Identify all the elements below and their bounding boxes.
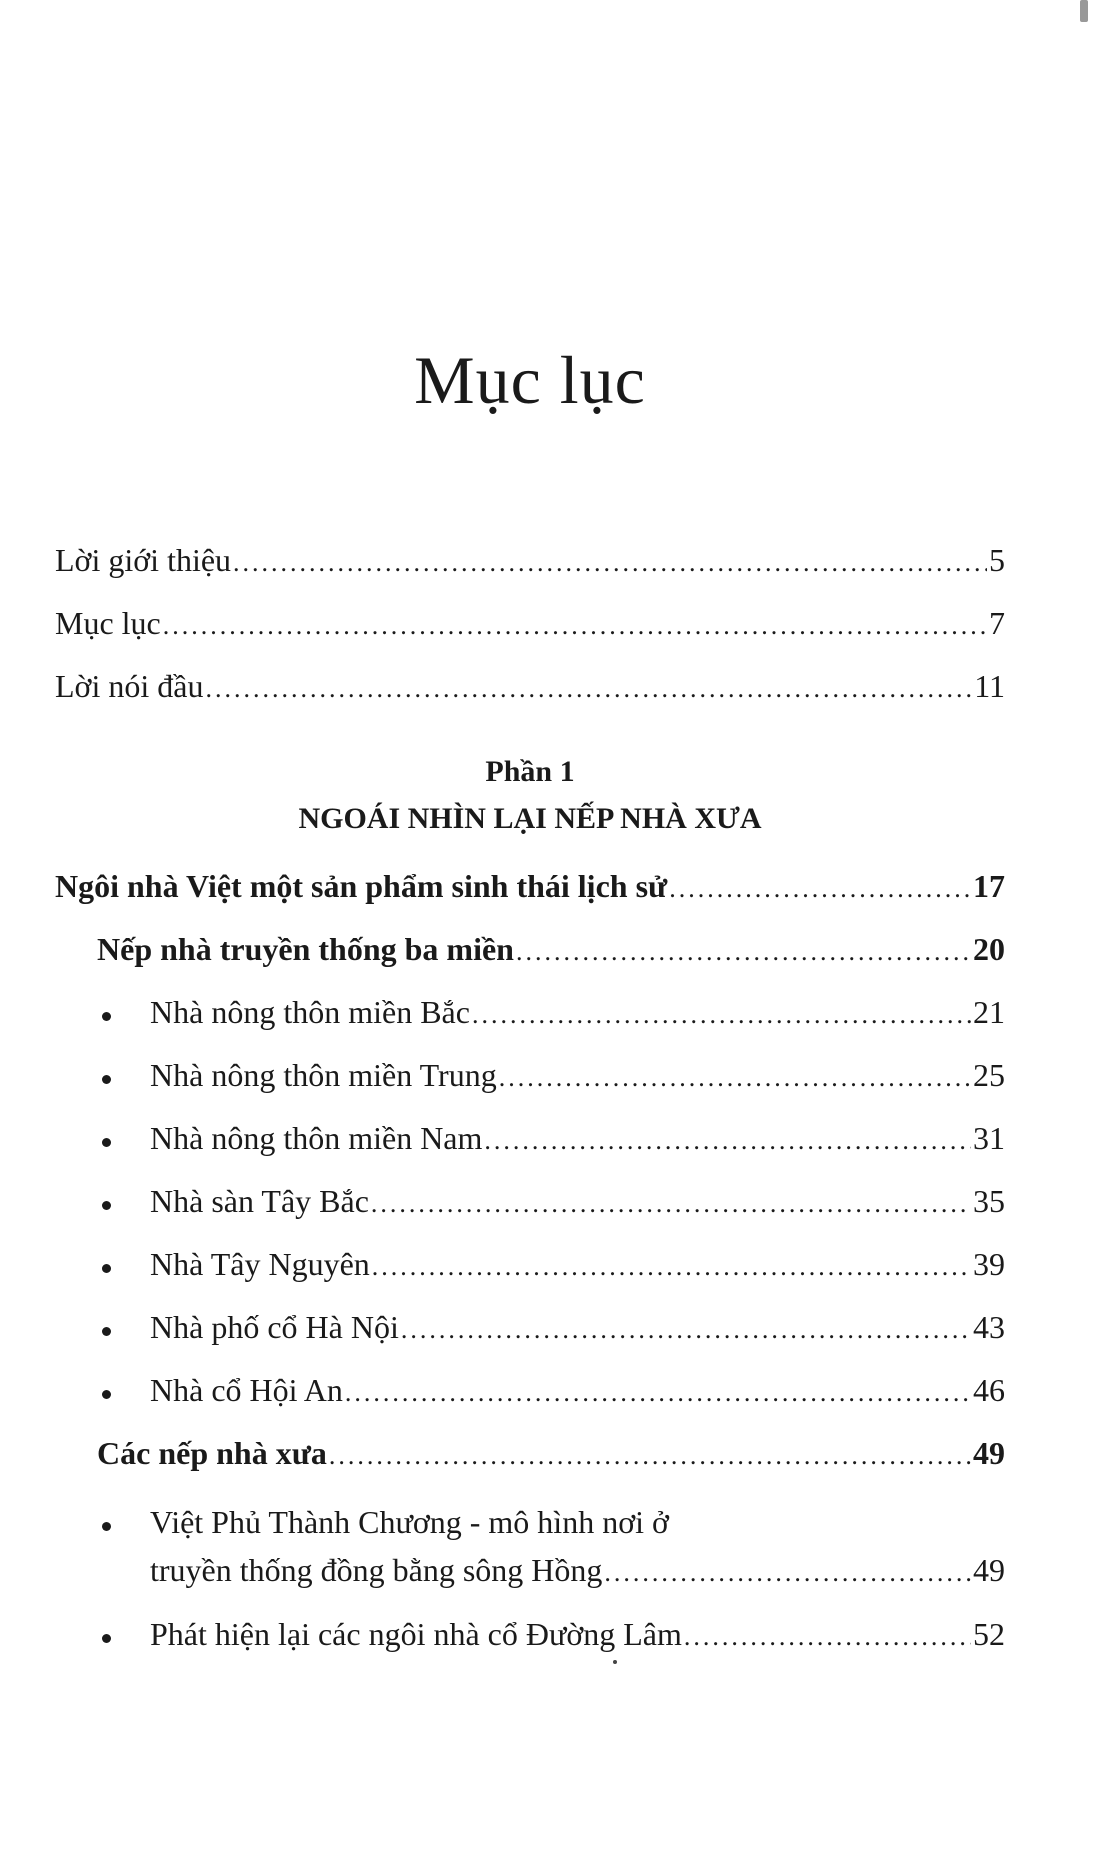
toc-page-number: 25 (973, 1057, 1005, 1093)
toc-entry-label: Lời nói đầu (55, 668, 204, 704)
toc-entry-label: Mục lục (55, 605, 161, 641)
dot-leader (345, 1373, 971, 1413)
part-title: NGOÁI NHÌN LẠI NẾP NHÀ XƯA (298, 802, 762, 835)
toc-page-number: 21 (973, 994, 1005, 1030)
dot-leader (669, 869, 971, 909)
toc-page-number: 46 (973, 1372, 1005, 1408)
toc-chapter[interactable] (55, 866, 1005, 909)
toc-subentry-line1[interactable]: Việt Phủ Thành Chương - mô hình nơi ở (150, 1504, 669, 1540)
toc-entry[interactable] (55, 666, 1005, 709)
bullet-icon (102, 1390, 111, 1399)
toc-section[interactable] (97, 1433, 1005, 1476)
toc-page-number: 49 (973, 1552, 1005, 1588)
toc-page-number: 43 (973, 1309, 1005, 1345)
dot-leader (205, 669, 972, 709)
bullet-icon (102, 1327, 111, 1336)
toc-entry-label: Nhà Tây Nguyên (150, 1246, 370, 1282)
dot-leader (329, 1436, 971, 1476)
toc-subentry[interactable] (150, 1244, 1005, 1287)
toc-entry-label: Nhà cổ Hội An (150, 1372, 343, 1408)
toc-entry[interactable] (55, 603, 1005, 646)
bullet-icon (102, 1138, 111, 1147)
bullet-icon (102, 1264, 111, 1273)
page-title: Mục lục (414, 341, 646, 418)
toc-entry-label: Nếp nhà truyền thống ba miền (97, 931, 514, 967)
bullet-icon (102, 1634, 111, 1643)
bullet-icon (102, 1075, 111, 1084)
scan-edge-mark (1080, 0, 1088, 22)
toc-subentry[interactable] (150, 1614, 1005, 1657)
bullet-icon (102, 1201, 111, 1210)
toc-entry-label: Các nếp nhà xưa (97, 1435, 327, 1471)
toc-subentry[interactable] (150, 1118, 1005, 1161)
toc-subentry[interactable] (150, 1307, 1005, 1350)
toc-entry-label: truyền thống đồng bằng sông Hồng (150, 1552, 603, 1588)
part-label: Phần 1 (485, 755, 575, 788)
toc-entry[interactable] (55, 540, 1005, 583)
toc-subentry[interactable] (150, 1550, 1005, 1593)
dot-leader (233, 543, 987, 583)
toc-subentry[interactable] (150, 1181, 1005, 1224)
toc-page-number: 7 (989, 605, 1005, 641)
toc-section[interactable] (97, 929, 1005, 972)
toc-entry-label: Phát hiện lại các ngôi nhà cổ Đường Lâm (150, 1616, 682, 1652)
toc-page-number: 31 (973, 1120, 1005, 1156)
toc-subentry[interactable] (150, 992, 1005, 1035)
toc-page-number: 35 (973, 1183, 1005, 1219)
dot-leader (499, 1058, 971, 1098)
toc-page-number: 5 (989, 542, 1005, 578)
toc-page-number: 17 (973, 868, 1005, 904)
toc-page-number: 49 (973, 1435, 1005, 1471)
bullet-icon (102, 1012, 111, 1021)
toc-subentry[interactable] (150, 1370, 1005, 1413)
dot-leader (472, 995, 971, 1035)
toc-page-number: 39 (973, 1246, 1005, 1282)
dot-leader (401, 1310, 971, 1350)
toc-entry-label: Nhà nông thôn miền Nam (150, 1120, 483, 1156)
toc-page-number: 20 (973, 931, 1005, 967)
toc-page-number: 52 (973, 1616, 1005, 1652)
toc-entry-label: Lời giới thiệu (55, 542, 232, 578)
bullet-icon (102, 1522, 111, 1531)
toc-entry-label: Nhà sàn Tây Bắc (150, 1183, 369, 1219)
toc-entry-label: Nhà phố cổ Hà Nội (150, 1309, 399, 1345)
dot-leader (484, 1121, 971, 1161)
scan-speck (613, 1660, 617, 1664)
dot-leader (371, 1184, 971, 1224)
toc-entry-label: Ngôi nhà Việt một sản phẩm sinh thái lịch sử (55, 868, 668, 904)
dot-leader (163, 606, 987, 646)
dot-leader (684, 1617, 971, 1657)
toc-subentry[interactable] (150, 1055, 1005, 1098)
toc-entry-label: Nhà nông thôn miền Trung (150, 1057, 497, 1093)
dot-leader (604, 1553, 971, 1593)
dot-leader (516, 932, 971, 972)
toc-page-number: 11 (974, 668, 1005, 704)
dot-leader (372, 1247, 971, 1287)
toc-entry-label: Nhà nông thôn miền Bắc (150, 994, 470, 1030)
